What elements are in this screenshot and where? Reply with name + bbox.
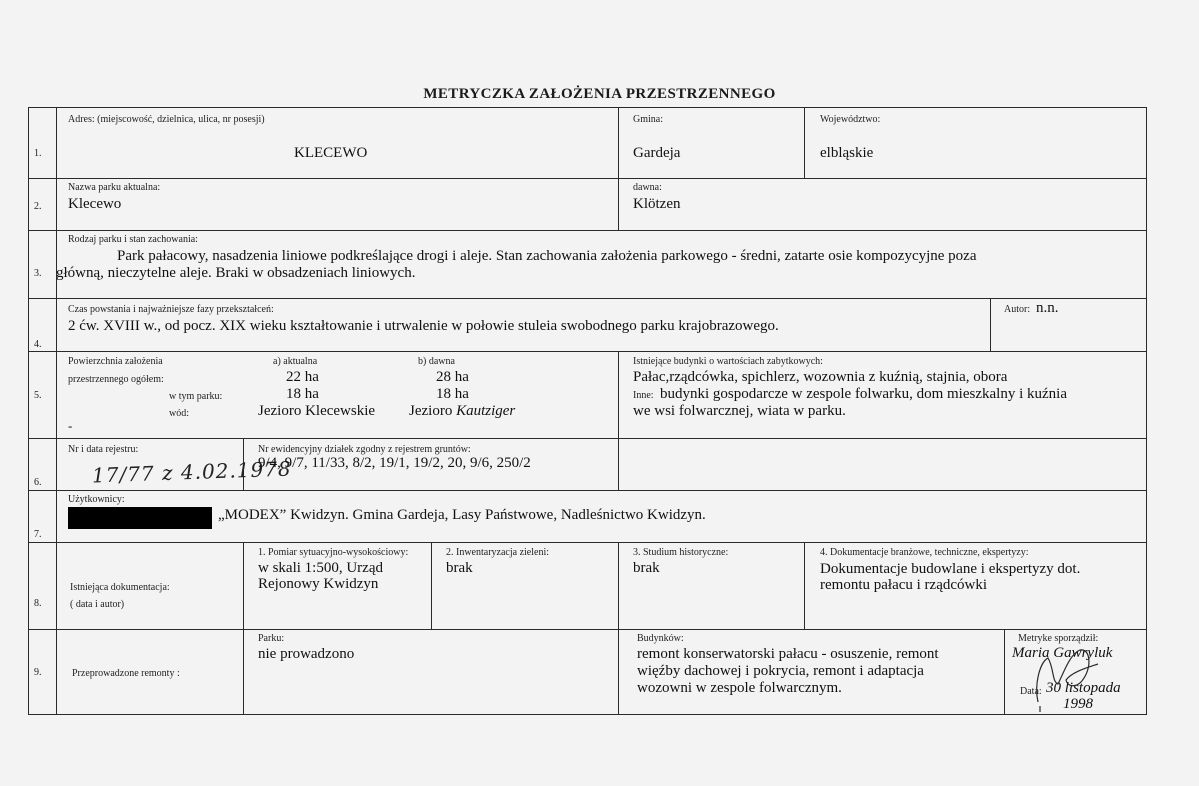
building-renovations-label: Budynków: [637, 633, 684, 644]
row-divider [28, 629, 1147, 630]
date-value-line-1: 30 listopada [1046, 680, 1121, 696]
technical-docs-value-line-1: Dokumentacje budowlane i ekspertyzy dot. [820, 561, 1081, 577]
history-value: 2 ćw. XVIII w., od pocz. XIX wieku kształtowanie i utrwalenie w połowie stuleia swobodnego parku krajobrazowego. [68, 318, 779, 334]
park-name-label: Nazwa parku aktualna: [68, 182, 161, 193]
cell-divider [1004, 629, 1005, 714]
prepared-by-label: Metryke sporządził: [1018, 633, 1099, 644]
technical-docs-value-line-2: remontu pałacu i rządcówki [820, 577, 988, 593]
cell-divider [618, 351, 619, 438]
cell-divider [243, 542, 244, 629]
historical-study-label: 3. Studium historyczne: [633, 547, 729, 558]
park-name-value: Klecewo [68, 196, 122, 212]
address-value: KLECEWO [294, 145, 368, 161]
author-value: n.n. [1036, 300, 1059, 316]
buildings-label: Istniejące budynki o wartościach zabytkowych: [633, 356, 823, 367]
users-value: „MODEX” Kwidzyn. Gmina Gardeja, Lasy Państwowe, Nadleśnictwo Kwidzyn. [218, 507, 706, 523]
parcels-label: Nr ewidencyjny działek zgodny z rejestrem gruntów: [258, 444, 471, 455]
register-value: 17/77 z 4.02.1978 [91, 456, 293, 488]
register-label: Nr i data rejestru: [68, 444, 139, 455]
area-label: Powierzchnia założenia [68, 356, 163, 367]
greenery-inventory-label: 2. Inwentaryzacja zieleni: [446, 547, 549, 558]
author-label: Autor: [1004, 304, 1031, 315]
number-column-divider [56, 107, 57, 715]
row-number: 1. [34, 148, 42, 159]
former-water-prefix: Jezioro [409, 403, 457, 419]
table-border-right [1146, 107, 1147, 715]
area-water-label: wód: [169, 408, 189, 419]
other-value-line-2: we wsi folwarcznej, wiata w parku. [633, 403, 846, 419]
document-title: METRYCZKA ZAŁOŻENIA PRZESTRZENNEGO [423, 86, 776, 102]
historical-study-value: brak [633, 560, 660, 576]
row-number: 5. [34, 390, 42, 401]
cell-divider [618, 438, 619, 490]
renovations-label: Przeprowadzone remonty : [72, 668, 180, 679]
users-label: Użytkownicy: [68, 494, 125, 505]
buildings-value: Pałac,rządcówka, spichlerz, wozownia z kuźnią, stajnia, obora [633, 369, 1008, 385]
row-number: 4. [34, 339, 42, 350]
table-border-bottom [28, 714, 1147, 715]
survey-value-line-1: w skali 1:500, Urząd [258, 560, 383, 576]
survey-label: 1. Pomiar sytuacyjno-wysokościowy: [258, 547, 409, 558]
technical-docs-label: 4. Dokumentacje branżowe, techniczne, ekspertyzy: [820, 547, 1029, 558]
row-number: 8. [34, 598, 42, 609]
area-total-label: przestrzennego ogółem: [68, 374, 164, 385]
area-park-label: w tym parku: [169, 391, 223, 402]
other-label: Inne: [633, 390, 654, 401]
former-water [409, 403, 515, 420]
former-total-area: 28 ha [436, 369, 469, 385]
handwritten-signature [1024, 632, 1114, 714]
redaction-bar [68, 507, 212, 529]
cell-divider [618, 178, 619, 230]
cell-divider [618, 542, 619, 629]
current-total-area: 22 ha [286, 369, 319, 385]
row-divider [28, 230, 1147, 231]
park-renovations-value: nie prowadzono [258, 646, 355, 662]
parcels-value: 9/4, 9/7, 11/33, 8/2, 19/1, 19/2, 20, 9/6, 250/2 [258, 455, 531, 471]
commune-value: Gardeja [633, 145, 681, 161]
row-number: 2. [34, 201, 42, 212]
building-renovations-line-2: więźby dachowej i pokrycia, remont i adaptacja [637, 663, 924, 679]
greenery-inventory-value: brak [446, 560, 473, 576]
other-value: budynki gospodarcze w zespole folwarku, dom mieszkalny i kuźnia [660, 386, 1067, 402]
row-divider [28, 542, 1147, 543]
building-renovations-line-3: wozowni w zespole folwarcznym. [637, 680, 842, 696]
park-type-label: Rodzaj parku i stan zachowania: [68, 234, 198, 245]
history-label: Czas powstania i najważniejsze fazy przekształceń: [68, 304, 274, 315]
row-divider [28, 298, 1147, 299]
cell-divider [618, 629, 619, 714]
row-number: 3. [34, 268, 42, 279]
cell-divider [804, 107, 805, 178]
table-border-top [28, 107, 1147, 108]
voivodeship-label: Województwo: [820, 114, 881, 125]
former-name-value: Klötzen [633, 196, 681, 212]
row-number: 6. [34, 477, 42, 488]
cell-divider [990, 298, 991, 351]
row-divider [28, 351, 1147, 352]
row-divider [28, 438, 1147, 439]
former-park-area: 18 ha [436, 386, 469, 402]
current-column-label: a) aktualna [273, 356, 318, 367]
documentation-label: Istniejąca dokumentacja: [70, 582, 170, 593]
park-renovations-label: Parku: [258, 633, 285, 644]
cell-divider [618, 107, 619, 178]
prepared-by-value: Maria Gawryluk [1012, 645, 1113, 661]
cell-divider [243, 629, 244, 714]
dash-mark: - [68, 418, 73, 433]
park-type-line-2: główną, nieczytelne aleje. Braki w obsadzeniach liniowych. [56, 265, 416, 281]
row-number: 7. [34, 529, 42, 540]
former-name-label: dawna: [633, 182, 662, 193]
address-label: Adres: (miejscowość, dzielnica, ulica, nr posesji) [68, 114, 265, 125]
cell-divider [804, 542, 805, 629]
date-value-line-2: 1998 [1063, 696, 1093, 712]
row-number: 9. [34, 667, 42, 678]
date-label: Data: [1020, 686, 1042, 697]
documentation-sublabel: ( data i autor) [70, 599, 125, 610]
voivodeship-value: elbląskie [820, 145, 874, 161]
park-type-line-1: Park pałacowy, nasadzenia liniowe podkreślające drogi i aleje. Stan zachowania założenia parkowego - średni, zatarte osie kompozycyjne poza [117, 248, 977, 264]
former-water-name: Kautziger [456, 403, 516, 419]
cell-divider [431, 542, 432, 629]
current-park-area: 18 ha [286, 386, 319, 402]
former-column-label: b) dawna [418, 356, 455, 367]
table-border-left [28, 107, 29, 715]
commune-label: Gmina: [633, 114, 663, 125]
current-water: Jezioro Klecewskie [258, 403, 376, 419]
building-renovations-line-1: remont konserwatorski pałacu - osuszenie, remont [637, 646, 939, 662]
row-divider [28, 490, 1147, 491]
survey-value-line-2: Rejonowy Kwidzyn [258, 576, 379, 592]
row-divider [28, 178, 1147, 179]
